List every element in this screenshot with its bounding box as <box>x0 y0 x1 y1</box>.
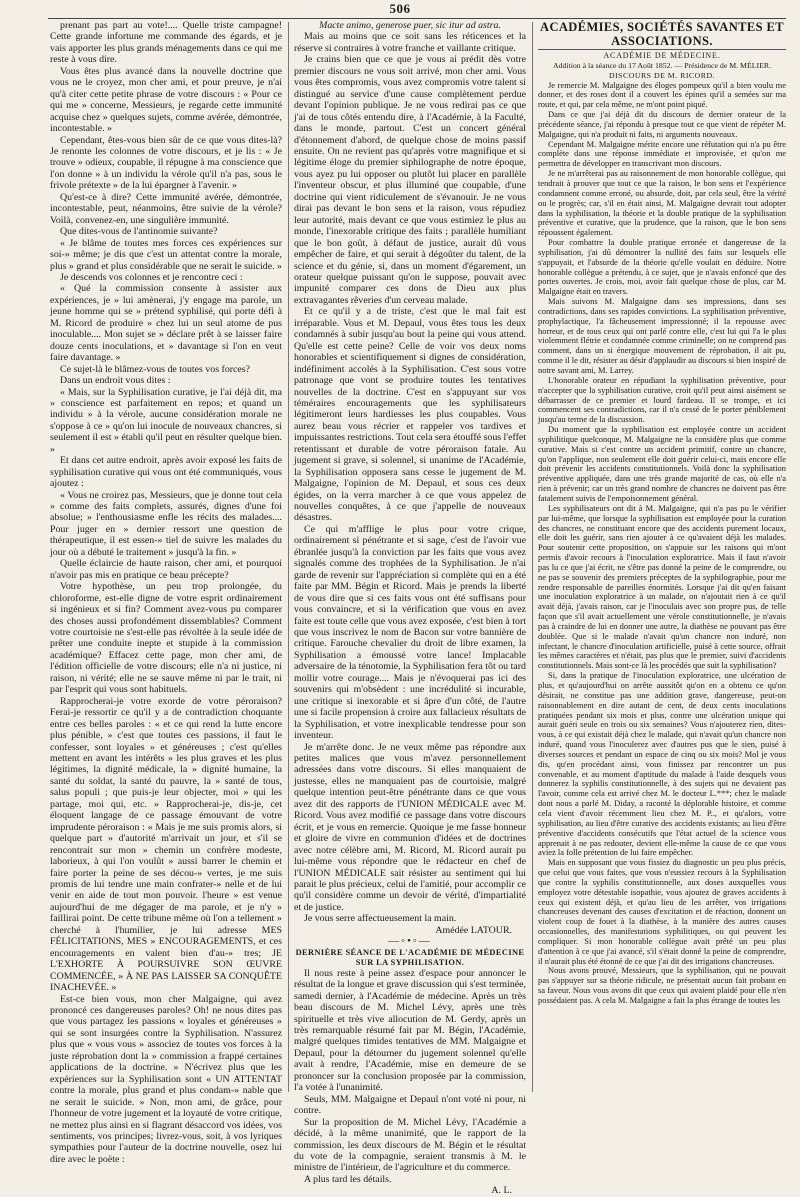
paragraph: Je remercie M. Malgaigne des éloges pompeux qu'il a bien voulu me donner, et des roses dont il a couvert les épines qu'il a semées sur ma route, et qui, par cela même, ne m'ont point piqué. <box>538 79 786 110</box>
header-rule <box>48 18 786 19</box>
paragraph: Nous avons prouvé, Messieurs, que la syphilisation, qui ne pouvait pas s'appuyer sur sa théorie ridicule, ne présentait aucun fait probant en sa faveur. Nous vous avons dit que ceux qui avaient plaidé pour elle n'en possédaient pas. A cela M. Malgaigne a fait la plus étrange de toutes les <box>538 965 786 1005</box>
right-column <box>538 20 786 1095</box>
paragraph: Il nous reste à peine assez d'espace pour annoncer le résultat de la longue et grave discussion qui s'est terminée, samedi dernier, à l'Académie de médecine. Après un très beau discours de M. Michel Lévy, après une très spirituelle et très vive allocution de M. Gerdy, après un très remarquable résumé fait par M. Bégin, l'Académie, malgré quelques timides tentatives de MM. Malgaigne et Depaul, pour la détourner du jugement solennel qu'elle avait à rendre, l'Académie, mise en demeure de se prononcer sur la conclusion proposée par la commission, l'a votée à l'unanimité. <box>294 967 526 1094</box>
paragraph: Et dans cet autre endroit, après avoir exposé les faits de syphilisation curative qui vous ont été communiqués, vous ajoutez : <box>50 455 282 490</box>
paragraph: Qu'est-ce à dire? Cette immunité avérée, démontrée, incontestable, peut, néanmoins, être suivie de la vérole? Voilà, convenez-en, une singulière immunité. <box>50 191 282 226</box>
paragraph: Je crains bien que ce que je vous ai prédit dès votre premier discours ne vous soit arrivé, mon cher ami. Vous vous êtes compromis, vous avez compromis votre talent si distingué au service d'une cause complètement perdue devant l'opinion publique. Je ne vous redirai pas ce que j'ai de tous côtés entendu dire, à l'Académie, à la Faculté, dans le monde, partout. C'est un concert général d'étonnement d'abord, de quelque chose de moins passif ensuite. On ne revient pas qu'après votre magnifique et si légitime éloge du premier siphilographe de notre époque, vous ayez pu lui opposer ou plutôt lui placer en parallèle l'inventeur obscur, et plus illuminé que coupable, d'une doctrine qui vient ridiculement de s'évanouir. Je ne vous dirai pas devant le bon sens et la raison, vous répudiez leur autorité, mais devant ce que vous estimiez le plus au monde, l'inexorable critique des faits ; parallèle humiliant que le bon goût, à défaut de justice, aurait dû vous empêcher de faire, et qui serait à dégoûter du talent, de la science et du génie, si, dans un moment d'égarement, un orateur quelque puissant qu'on le suppose, pouvait avec impunité comparer ces dons de Dieu aux plus extravagantes rêveries d'un cerveau malade. <box>294 54 526 306</box>
paragraph: Ce qui m'afflige le plus pour votre crique, ordinairement si pénétrante et si sage, c'est de l'avoir vue ébranlée jusqu'à la conviction par les faits que vous avez signalés comme des trophées de la Syphilisation. Je n'ai garde de revenir sur l'appréciation si complète qui en a été faite par MM. Bégin et Ricord. Mais je prends la liberté de vous dire que si ces faits vous ont été suffisans pour vous convaincre, et si la vérification que vous en avez faite est toute celle que vous avez exposée, c'est bien à tort que vous inscrivez le nom de Bacon sur votre bannière de critique. Farouche chevalier du droit de libre examen, la Syphilisation a émoussé votre lance! Implacable adversaire de la ténotomie, la Syphilisation fera tôt ou tard mollir votre courage.... Mais je n'évoquerai pas ici des souvenirs qui m'obsèdent : une incrédulité si incurable, une critique si inexorable et si âpre d'un côté, de l'autre une si facile propension à croire aux fallacieux résultats de la Syphilisation, et votre inexplicable tendresse pour son inventeur. <box>294 523 526 742</box>
academy-subheading: ACADÉMIE DE MÉDECINE. <box>603 51 721 60</box>
section-ornament: —◦•◦— <box>388 935 432 948</box>
paragraph: Du moment que la syphilisation est employée contre un accident syphilitique quelconque, M. Malgaigne ne la considère plus que comme curative. Mais si c'est contre un accident primitif, contre un chancre, qu'on l'applique, non seulement elle doit guérir celui-ci, mais encore elle doit prévenir les accidents constitutionnels. Voilà donc la syphilisation préventive appliquée, dans une très grande majorité de cas, où elle n'a rien à prévenir; car un très grand nombre de chancres ne doivent pas être fatalement suivis de l'empoisonnement général. <box>538 424 786 503</box>
paragraph: « Mais, sur la Syphilisation curative, je l'ai déjà dit, ma » conscience est parfaitement en repos; et quand un individu » à la vérole, aucune considération morale ne s'oppose à ce » qu'on lui inocule de nouveaux chancres, si seulement il est » établi qu'il peut en résulter quelque bien. » <box>50 386 282 455</box>
paragraph: Seuls, MM. Malgaigne et Depaul n'ont voté ni pour, ni contre. <box>294 1093 526 1117</box>
paragraph: Est-ce bien vous, mon cher Malgaigne, qui avez prononcé ces dangereuses paroles? Oh! ne nous dites pas que vous partagez les passions « loyales et généreuses » qui se sont insurgées contre la Syphilisation. N'assurez plus que « vous vous » associez de toutes vos forces à la juste réprobation dont la » commission a frappé certaines applications de la doctrine. » N'écrivez plus que les expériences sur la Syphilisation sont « UN ATTENTAT contre la morale, plus grand et plus condam-» nable que ne serait le suicide. » Non, mon ami, de grâce, pour l'honneur de votre jugement et la loyauté de votre critique, ne mettez plus ainsi en si flagrant désaccord vos idées, vos sentiments, vos principes; livrez-vous, soit, à vos lyriques sympathies pour l'auteur de la doctrine nouvelle, osez lui dire avec le poëte : <box>50 993 282 1165</box>
paragraph: Sur la proposition de M. Michel Lévy, l'Académie a décidé, à la même unanimité, que le rapport de la commission, les deux discours de M. Bégin et le résultat du vote de la compagnie, seraient transmis à M. le ministre de l'intérieur, de l'agriculture et du commerce. <box>294 1116 526 1174</box>
paragraph: Rapprocherai-je votre exorde de votre péroraison? Ferai-je ressortir ce qu'il y a de contradiction choquante entre ces belles paroles : « et ce qui rend la lutte encore plus pénible, » c'est que toutes ces passions, il faut le confesser, sont loyales » et généreuses ; c'est qu'elles mettent en avant les intérêts » les plus graves et les plus légitimes, la dignité médicale, la » dignité humaine, la santé du soldat, la santé du pauvre, la » santé de tous, salus populi ; que puis-je leur objecter, moi » qui les partage, moi qui, etc. » Rapprocherai-je, dis-je, cet éloquent langage de ce passage émouvant de votre imprudente péroraison : « Mais je me suis promis alors, si quelque part » d'autorité m'arrivait un jour, et s'il se rencontrait sur mon » chemin un confrère modeste, laborieux, à qui l'on voulût » aussi barrer le chemin et faire porter la peine de ses décou-» vertes, je me suis promis de lui tendre une main confrater-» nelle et de lui venir en aide de tout mon pouvoir. l'heure » est venue aujourd'hui de me dégager de ma parole, et je n'y » faillirai point. De cette tribune même où l'on a tellement » cherché à l'humilier, je lui adresse MES FÉLICITATIONS, MES » ENCOURAGEMENTS, et ces encouragements en valent bien d'au-» tres; JE L'EXHORTE À POURSUIVRE SON ŒUVRE COMMENCÉE, » À NE PAS LAISSER SA CONQUÊTE INACHEVÉE. » <box>50 695 282 994</box>
paragraph: « Qué la commission consente à assister aux expériences, je » lui amènerai, j'y engage ma parole, un jeune homme qui se » prétend syphilisé, qui porte défi à M. Ricord de produire » chez lui un seul atome de pus inoculable.... Mon sujet se » déclare prêt à se laisser faire douze cents inoculations, et » davantage si l'on en veut faire davantage. » <box>50 283 282 364</box>
column-divider <box>288 22 289 1092</box>
paragraph: Votre hypothèse, un peu trop prolongée, du chloroforme, est-elle digne de votre esprit ordinairement si ingénieux et si fin? Comment avez-vous pu comparer des choses aussi profondément dissemblables? Comment votre courtoisie ne s'est-elle pas révoltée à la seule idée de prêter une conduite inepte et stupide à la commission académique? Effacez cette page, mon cher ami, de l'édition officielle de votre discours; elle n'a ni justice, ni raison, ni vérité; elle ne se sauve même ni par le trait, ni par l'esprit qui vous sont habituels. <box>50 581 282 696</box>
discourse-body <box>538 81 786 1006</box>
discourse-title: DISCOURS DE M. RICORD. <box>608 70 716 80</box>
paragraph: Cependant M. Malgaigne mérite encore une réfutation qui n'a pu être complète dans une réponse immédiate et improvisée, et qu'on me permettra de développer en transcrivant mon discours. <box>538 138 786 169</box>
paragraph: « Vous ne croirez pas, Messieurs, que je donne tout cela » comme des faits complets, assurés, dignes d'une foi absolue; » l'enthousiasme enfle les récits des malades.... Pour juger en » dernier ressort une question de thérapeutique, il est essen-» tiel de suivre les malades du jour où a débuté le traitement » jusqu'à la fin. » <box>50 489 282 558</box>
paragraph: L'honorable orateur en répudiant la syphilisation préventive, pour n'accepter que la syphilisation curative, croit qu'il peut ainsi aisément se débarrasser de ce premier et lourd fardeau. Il se trompe, et ici commencent ses contradictions, car il n'a cessé de le porter péniblement jusqu'au terme de la discussion. <box>538 374 786 425</box>
paragraph: A plus tard les détails. <box>304 1173 392 1185</box>
paragraph: Cependant, êtes-vous bien sûr de ce que vous dites-là? Je renonte les colonnes de votre discours, et je lis : « Je trouve » odieux, coupable, il répugne à ma conscience que l'on donne » à un individu la vérole qu'il n'a pas, sous le frivole prétexte » de la lui épargner à l'avenir. » <box>50 134 282 192</box>
paragraph: Dans ce que j'ai déjà dit du discours de dernier orateur de la précédente séance, j'ai répondu à presque tout ce que vient de répéter M. Malgaigne, qui n'a produit ni faits, ni arguments nouveaux. <box>538 109 786 139</box>
session-line: Addition à la séance du 17 Août 1852. — Présidence de M. MÉLIER. <box>552 60 772 70</box>
paragraph: Quelle éclaircie de haute raison, cher ami, et pourquoi n'avoir pas mis en pratique ce beau précepte? <box>50 558 282 581</box>
paragraph: Ce sujet-là le blâmez-vous de toutes vos forces? <box>60 363 251 375</box>
section-title: DERNIÈRE SÉANCE DE L'ACADÉMIE DE MÉDECINE SUR LA SYPHILISATION. <box>295 947 525 967</box>
article-body <box>294 31 526 924</box>
report-signature: A. L. <box>491 1185 512 1197</box>
paragraph: Mais suivons M. Malgaigne dans ses impressions, dans ses contradictions, dans ses rapides convictions. La syphilisation préventive, prophylactique, l'a fâcheusement impressionné; il la repousse avec horreur, et de tous ceux qui ont parlé contre elle, c'est lui qui l'a le plus violemment flétrie et condamnée comme criminelle; on ne comprend pas comment, dans un si énergique mouvement de réprobation, il ait pu, comme il le dit, résister au désir d'applaudir au discours si bien inspiré de notre savant ami, M. Larrey. <box>538 296 786 375</box>
paragraph: Vous êtes plus avancé dans la nouvelle doctrine que vous ne le croyez, mon cher ami, et pour preuve, je n'ai qu'à citer cette petite phrase de votre discours : « Pour ce qui me » concerne, Messieurs, je regarde cette immunité acquise chez » quelques sujets, comme avérée, démontrée, incontestable. » <box>50 65 282 135</box>
paragraph: Je ne m'arrêterai pas au raisonnement de mon honorable collègue, qui tendrait à prouver que tout ce que la raison, le bon sens et l'expérience condamnent comme erroné, ou absurde, doit, par cela seul, être la vérité ou le progrès; car, s'il en était ainsi, M. Malgaigne devrait tout adopter dans la syphilisation, la théorie et la double pratique de la syphilisation préventive et curative, que la prudence, que la raison, que le bon sens répoussent également. <box>538 168 786 238</box>
paragraph: Pour combattre la double pratique erronée et dangereuse de la syphilisation, j'ai dû démontrer la nullité des faits sur lesquels elle s'appuyait, et l'absurde de la théorie qu'elle voulait en déduire. Notre honorable collègue a prétendu, à ce sujet, que je n'avais enfoncé que des portes ouvertes. Je crois, moi, avoir fait quelque chose de plus, car M. Malgaigne était en travers. <box>538 237 786 297</box>
paragraph: Si, dans la pratique de l'inoculation exploratrice, une ulcération de plus, et qu'aujourd'hui on arrête aussitôt qu'on en a obtenu ce qu'on désirait, ne constitue pas une addition grave, dangereuse, peut-on raisonnablement en dire autant de cent, de deux cents inoculations pratiquées pendant six mois et plus, contre une ulcération unique qui aurait guéri seule en trois ou six semaines? Vous n'ajouterez rien, dites-vous, à ce qui existait déjà chez le malade, qui n'avait qu'un chancre non induré, quand vous l'inoculerez avec d'autres pus que le sien, puisé à diverses sources et pendant un espace de cinq ou six mois? Mol je vous dis, qu'en procédant ainsi, vous finissez par rencontrer un pus convenable, et au moment d'aptitude du malade à l'aide desquels vous donnerez la syphilis constitutionnelle, à des sujets qui ne devaient pas l'avoir, comme cela est arrivé chez M. le docteur L.***; chez le malade dont nous a parlé M. Diday, a raconté la déplorable histoire, et comme cela vient d'avoir récemment lieu chez M. P.., et qu'alors, votre syphilisation, au lieu d'être curative des accidents existants; au lieu d'être préventive d'accidents consécutifs que l'état actuel de la science vous apprenait à ne pas redouter, devient elle-même la cause de ce que vous aviez la folle prétention de lui faire empêcher. <box>538 670 786 858</box>
paragraph: Les syphilisateurs ont dit à M. Malgaigne, qui n'a pas pu le vérifier par lui-même, que lorsque la syphilisation est employée pour la curation des chancres, ne constituant encore que des accidents purement locaux, elle doit les guérir, sans rien ajouter à ce qu'avaient déjà les malades. Pour soutenir cette proposition, on s'appuie sur les raisons qui m'ont permis d'avoir recours à l'inoculation exploratrice. Mais il faut n'avoir pas lu ce que j'ai écrit, ne s'être pas donné la peine de le comprendre, ou ne pas se souvenir des premiers préceptes de la syphilographie, pour me rendre responsable de pareilles énormités. Lorsque j'ai dit qu'en faisant une inoculation exploratrice à un malade, on n'ajoutait rien à ce qu'il avait déjà, j'avais raison, car je l'inoculais avec son propre pus, de telle façon que s'il avait actuellement une vérole constitutionnelle, je n'avais pas à craindre de lui en donner une autre, la diathèse ne pouvant pas être doublée. Que si le malade n'avait qu'un chancre non induré, non infectant, le chancre d'inoculation artificielle, puisé à cette source, offrait les mêmes caractères et n'était, pas plus que le premier, suivi d'accidents constitutionnels. Mais sont-ce là les procédés que suit la syphilisation? <box>538 502 786 671</box>
paragraph: Je descends vos colonnes et je rencontre ceci : <box>60 271 243 283</box>
author-signature: Amédée LATOUR. <box>435 924 512 936</box>
report-body <box>294 968 526 1186</box>
heading-rule <box>538 49 786 50</box>
left-column <box>50 20 282 1165</box>
paragraph: « Je blâme de toutes mes forces ces expériences sur soi-» même; je dis que c'est un attentat contre la morale, plus » grand et plus considérable que ne serait le suicide. » <box>50 237 282 272</box>
paragraph: Que dites-vous de l'antinomie suivante? <box>60 226 218 238</box>
middle-column <box>294 20 526 1197</box>
column-divider <box>532 22 533 1092</box>
section-heading: ACADÉMIES, SOCIÉTÉS SAVANTES ET ASSOCIATIONS. <box>540 20 784 48</box>
latin-epigraph: Macte animo, generose puer, sic itur ad astra. <box>319 20 501 31</box>
paragraph: Dans un endroit vous dites : <box>60 375 171 387</box>
paragraph: Je vous serre affectueusement la main. <box>304 913 457 925</box>
paragraph: prenant pas part au vote!.... Quelle triste campagne! Cette grande infortune me commande des égards, et je vais apporter les plus grands ménagements dans ce qui me reste à vous dire. <box>50 20 282 66</box>
paragraph: Je m'arrête donc. Je ne veux même pas répondre aux petites malices que vous m'avez personnellement adressées dans votre discours. Si elles manquaient de justesse, elles ne manquaient pas de courtoisie, malgré quelque intention peut-être pénétrante dans ce que vous avez dit des rapports de l'UNION MÉDICALE avec M. Ricord. Vous avez modifié ce passage dans votre discours écrit, et je vous en remercie. Quoique je me fasse honneur et gloire de vivre en communion d'idées et de doctrines avec notre célèbre ami, M. Ricord, M. Ricord aurait pu lui-même vous répondre que le rédacteur en chef de l'UNION MÉDICALE sait résister au sentiment qui lui parait le plus précieux, celui de l'amitié, pour accomplir ce qu'il considère comme un devoir de vérité, d'impartialité et de justice. <box>294 741 526 913</box>
page-number: 506 <box>389 1 411 16</box>
paragraph: Mais au moins que ce soit sans les réticences et la réserve si contraires à votre franche et vaillante critique. <box>294 31 526 54</box>
paragraph: Et ce qu'il y a de triste, c'est que le mal fait est irréparable. Vous et M. Depaul, vous êtes tous les deux condamnés à subir jusqu'au bout la peine qui vous attend. Qu'elle est cette peine? Celle de voir vos deux noms honorables et scientifiquement si dignes de considération, indéfiniment accolés à la Syphilisation. C'est sous votre patronage que vont se produire toutes les tentatives nouvelles de la doctrine. C'est en s'appuyant sur vos téméraires encouragements que les syphilisateurs légitimeront leurs hardiesses les plus coupables. Vous aurez beau vous récrier et rappeler vos tardives et impuissantes restrictions. Tout cela sera étouffé sous l'effet retentissant et durable de votre péroraison fatale. Au jugement si grave, si solennel, si unanime de l'Académie, la Syphilisation opposera sans cesse le jugement de M. Malgaigne, l'opinion de M. Depaul, et sous ces deux égides, on la verra marcher à ce que vous appelez de nouvelles conquêtes, à ce que j'appelle de nouveaux désastres. <box>294 306 526 524</box>
paragraph: Mais en supposant que vous fissiez du diagnostic un peu plus précis, que celui que vous faites, que vous n'eussiez recours à la Syphilisation que contre la syphilis constitutionnelle, aux doses auxquelles vous employez votre détestable isopathie, vous ajoutez de graves accidents à ceux qui existent déjà, et qu'au lieu de les arrêter, vos irrigations chancreuses devenant des causes d'excitation et de réaction, donnent un violent coup de fouet à la diathèse, à la manière des autres causes occasionnelles, des manifestations syphilitiques, ou qui peuvent les compliquer. Si mon honorable collègue avait prêté un peu plus d'attention à ce que j'ai avancé, s'il s'était donné la peine de comprendre, il n'aurait plus été étonné de ce que j'ai dit des irrigations chancreuses. <box>538 857 786 966</box>
